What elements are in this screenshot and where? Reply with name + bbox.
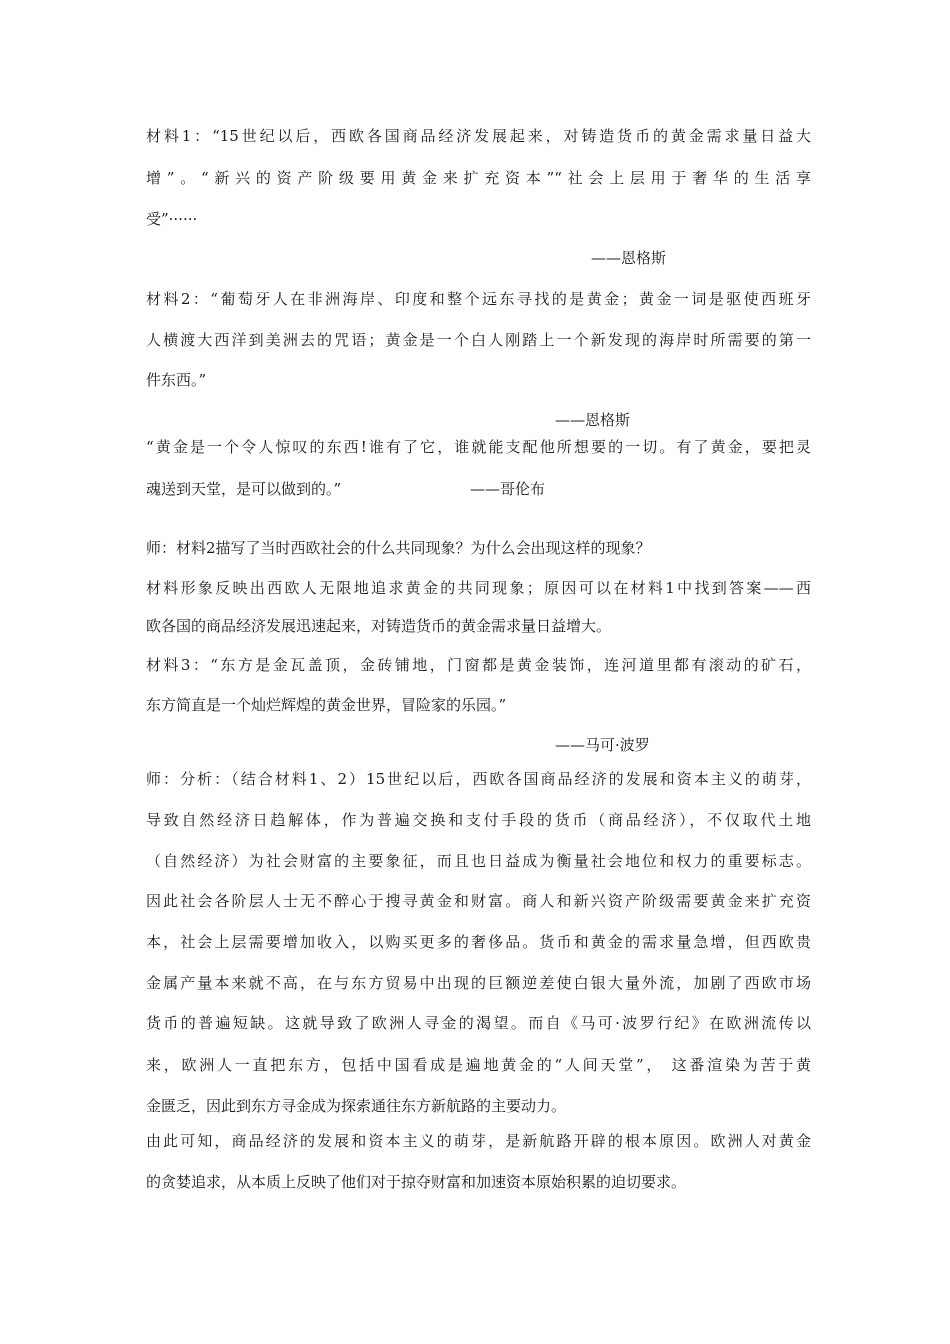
material-2-line-1: 材料2：“葡萄牙人在非洲海岸、印度和整个远东寻找的是黄金；黄金一词是驱使西班牙 <box>146 290 811 308</box>
material-1-line-2: 增”。“新兴的资产阶级要用黄金来扩充资本”“社会上层用于奢华的生活享 <box>146 169 811 187</box>
analysis-line-6: 金属产量本来就不高，在与东方贸易中出现的巨额逆差使白银大量外流，加剧了西欧市场 <box>146 974 811 992</box>
analysis-line-3: （自然经济）为社会财富的主要象征，而且也日益成为衡量社会地位和权力的重要标志。 <box>146 852 811 870</box>
material-3-line-2: 东方简直是一个灿烂辉煌的黄金世界，冒险家的乐园。” <box>146 696 507 714</box>
analysis-line-7: 货币的普遍短缺。这就导致了欧洲人寻金的渴望。而自《马可·波罗行纪》在欧洲流传以 <box>146 1014 811 1032</box>
attribution-marco-polo: ——马可·波罗 <box>555 736 650 754</box>
analysis-line-9: 金匮乏，因此到东方寻金成为探索通往东方新航路的主要动力。 <box>146 1097 567 1115</box>
analysis-line-5: 本，社会上层需要增加收入，以购买更多的奢侈品。货币和黄金的需求量急增，但西欧贵 <box>146 933 811 951</box>
attribution-engels-1: ——恩格斯 <box>591 249 667 267</box>
material-2-line-2: 人横渡大西洋到美洲去的咒语；黄金是一个白人刚踏上一个新发现的海岸时所需要的第一 <box>146 331 811 349</box>
material-1-line-3: 受”······ <box>146 210 198 228</box>
analysis-line-2: 导致自然经济日趋解体，作为普遍交换和支付手段的货币（商品经济），不仅取代土地 <box>146 811 811 829</box>
answer-line-1: 材料形象反映出西欧人无限地追求黄金的共同现象；原因可以在材料1中找到答案——西 <box>146 579 811 597</box>
attribution-engels-2: ——恩格斯 <box>555 411 631 429</box>
material-1-line-1: 材料1：“15世纪以后，西欧各国商品经济发展起来，对铸造货币的黄金需求量日益大 <box>146 127 811 145</box>
attribution-columbus: ——哥伦布 <box>470 480 546 498</box>
conclusion-line-1: 由此可知，商品经济的发展和资本主义的萌芽，是新航路开辟的根本原因。欧洲人对黄金 <box>146 1132 811 1150</box>
analysis-line-4: 因此社会各阶层人士无不醉心于搜寻黄金和财富。商人和新兴资产阶级需要黄金来扩充资 <box>146 892 811 910</box>
analysis-line-8: 来，欧洲人一直把东方，包括中国看成是遍地黄金的“人间天堂”， 这番渲染为苦于黄 <box>146 1056 811 1074</box>
columbus-quote-line-2: 魂送到天堂，是可以做到的。” <box>146 480 342 498</box>
material-2-line-3: 件东西。” <box>146 371 207 389</box>
answer-line-2: 欧各国的商品经济发展迅速起来，对铸造货币的黄金需求量日益增大。 <box>146 617 612 635</box>
conclusion-line-2: 的贪婪追求，从本质上反映了他们对于掠夺财富和加速资本原始积累的迫切要求。 <box>146 1173 687 1191</box>
analysis-line-1: 师：分析：（结合材料1、2）15世纪以后，西欧各国商品经济的发展和资本主义的萌芽， <box>146 770 811 788</box>
columbus-quote-line-1: “黄金是一个令人惊叹的东西!谁有了它，谁就能支配他所想要的一切。有了黄金，要把灵 <box>146 438 811 456</box>
material-3-line-1: 材料3：“东方是金瓦盖顶，金砖铺地，门窗都是黄金装饰，连河道里都有滚动的矿石， <box>146 656 811 674</box>
teacher-question: 师：材料2描写了当时西欧社会的什么共同现象？为什么会出现这样的现象？ <box>146 539 651 557</box>
